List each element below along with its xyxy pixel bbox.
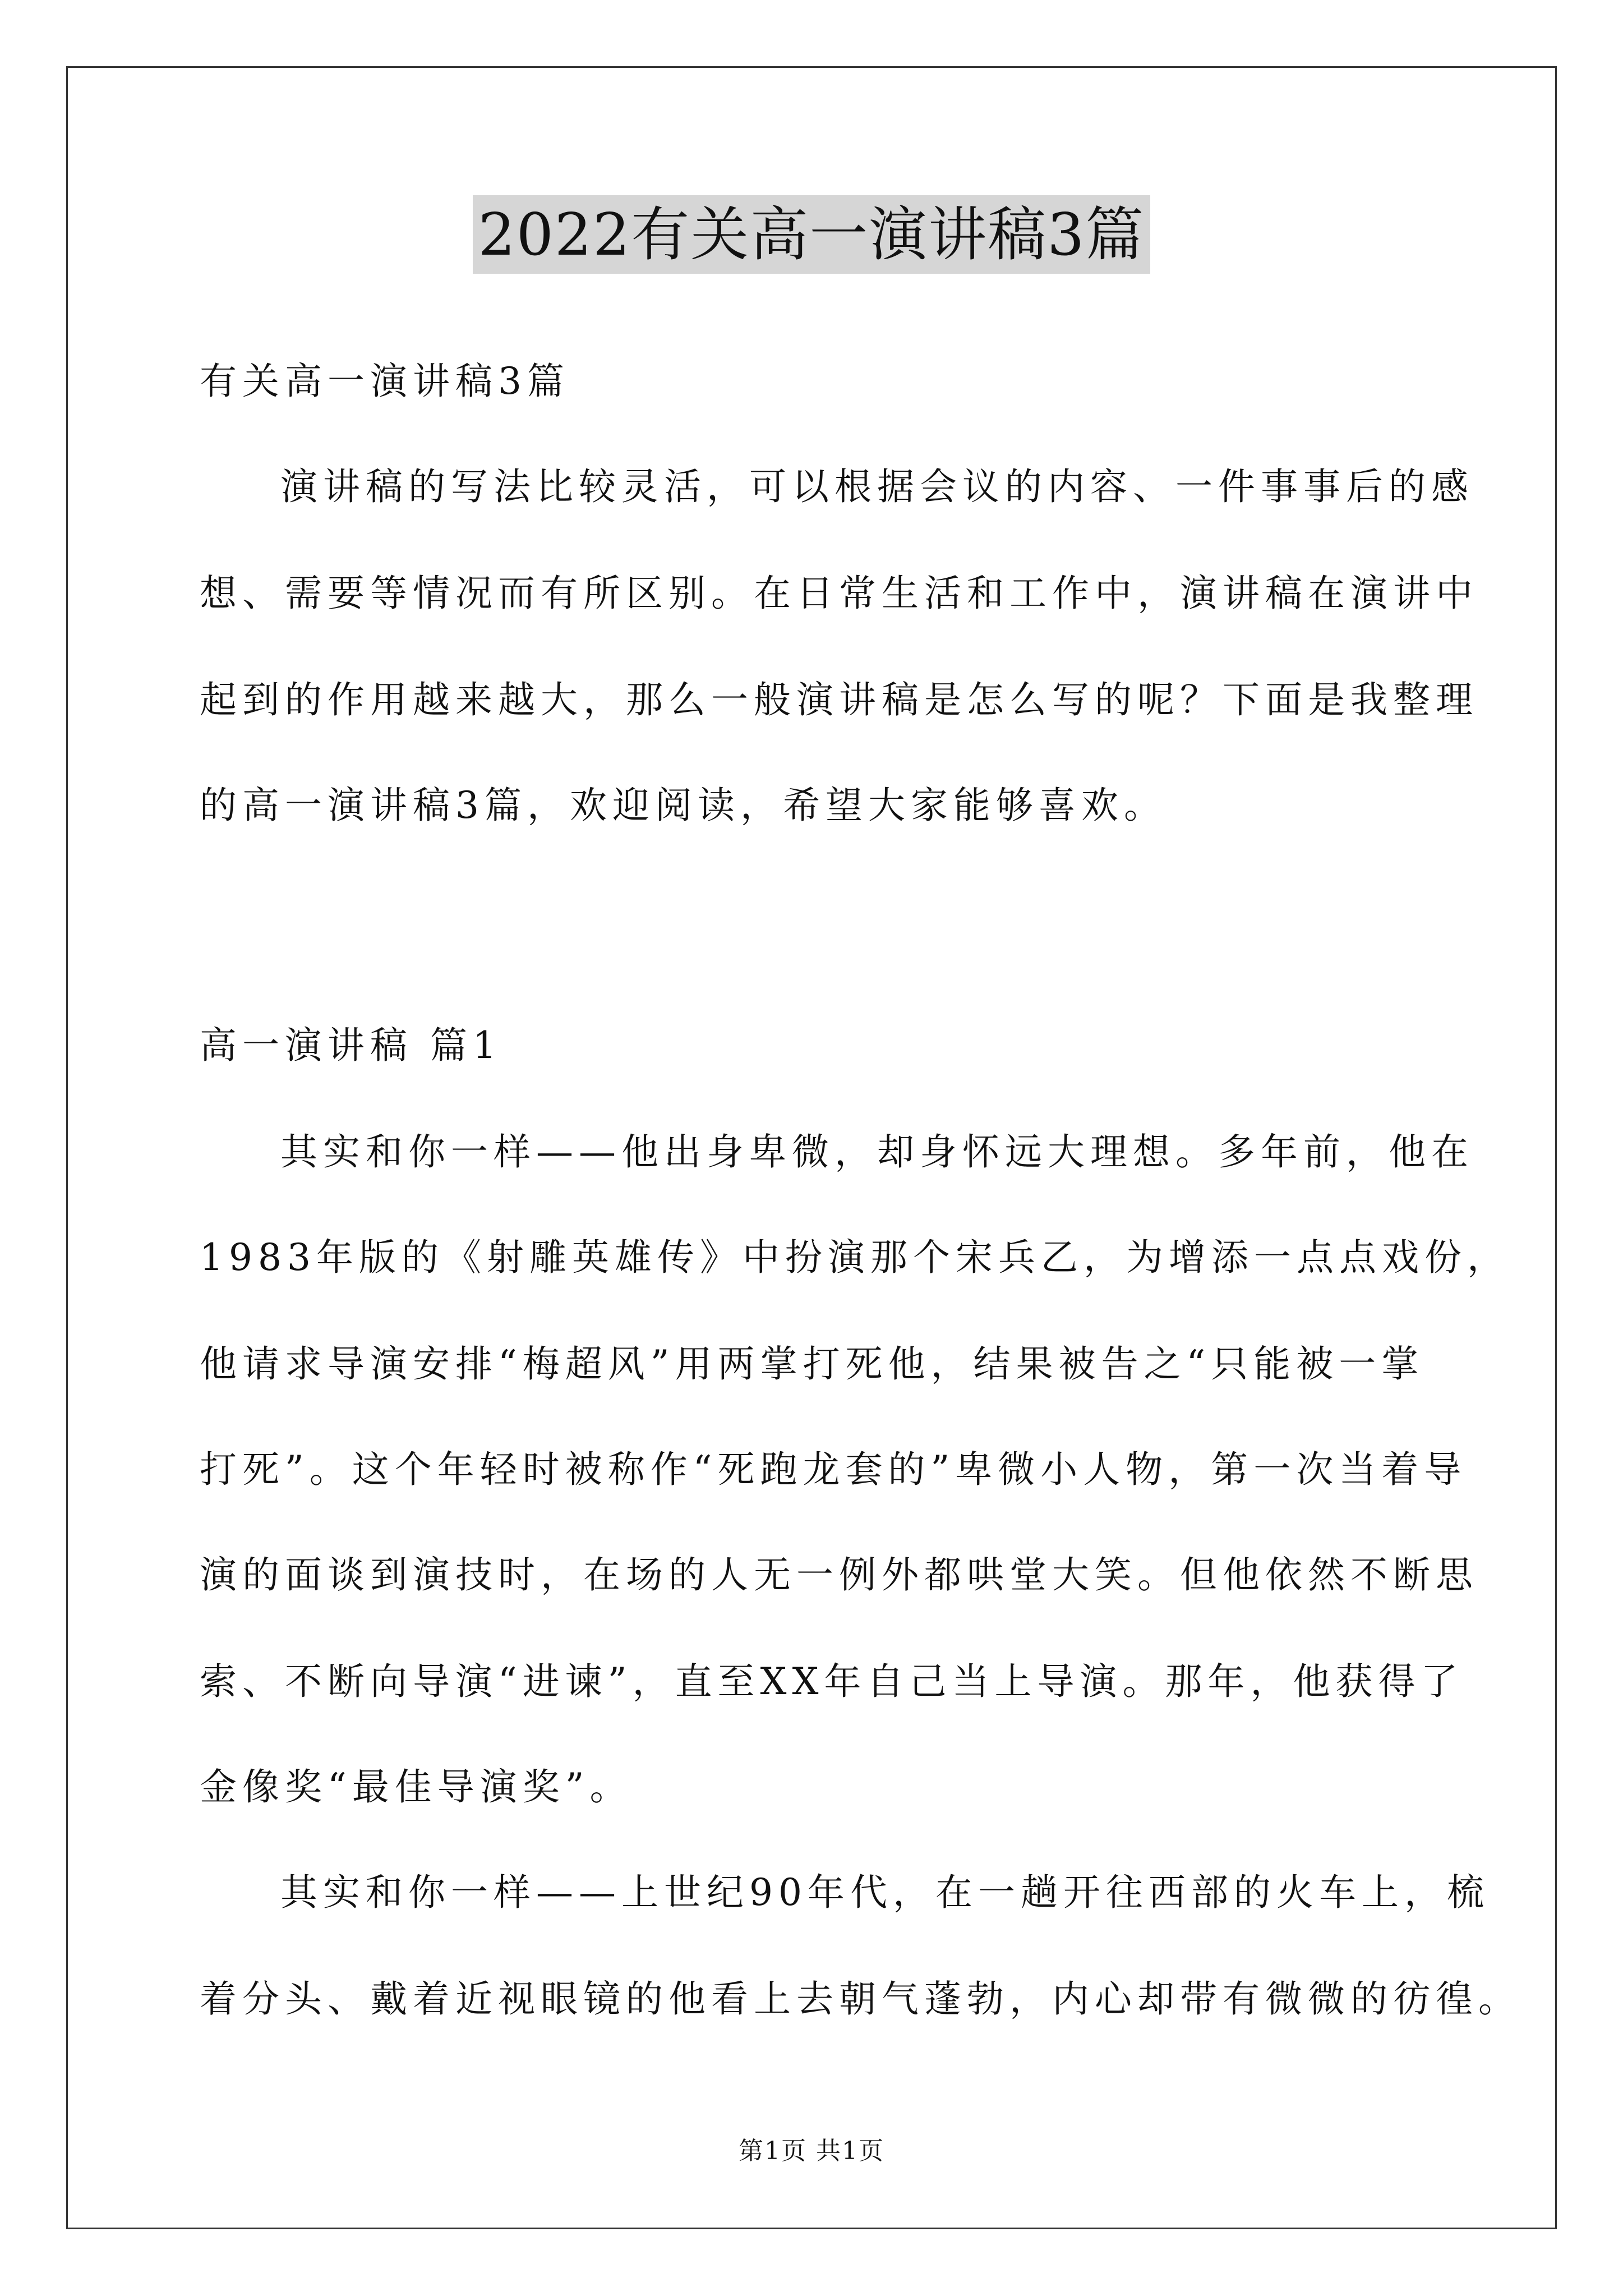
document-subtitle: 有关高一演讲稿3篇	[200, 360, 570, 403]
document-title: 2022有关高一演讲稿3篇	[473, 195, 1151, 274]
paragraph-line: 打死”。这个年轻时被称作“死跑龙套的”卑微小人物，第一次当着导	[200, 1448, 1467, 1491]
paragraph-line: 1983年版的《射雕英雄传》中扮演那个宋兵乙，为增添一点点戏份，	[200, 1236, 1510, 1279]
paragraph-line: 其实和你一样——他出身卑微，却身怀远大理想。多年前，他在	[280, 1130, 1474, 1174]
paragraph-line: 他请求导演安排“梅超风”用两掌打死他，结果被告之“只能被一掌	[200, 1342, 1424, 1386]
intro-line: 起到的作用越来越大，那么一般演讲稿是怎么写的呢？下面是我整理	[200, 678, 1478, 721]
intro-line: 的高一演讲稿3篇，欢迎阅读，希望大家能够喜欢。	[200, 784, 1166, 827]
paragraph-line: 演的面谈到演技时，在场的人无一例外都哄堂大笑。但他依然不断思	[200, 1553, 1478, 1596]
intro-line: 演讲稿的写法比较灵活，可以根据会议的内容、一件事事后的感	[280, 465, 1474, 508]
title-container	[0, 195, 1623, 274]
page-footer: 第1页 共1页	[739, 2137, 884, 2165]
paragraph-line: 金像奖“最佳导演奖”。	[200, 1765, 633, 1809]
paragraph-line: 索、不断向导演“进谏”，直至XX年自己当上导演。那年，他获得了	[200, 1660, 1464, 1703]
paragraph-line: 其实和你一样——上世纪90年代，在一趟开往西部的火车上，梳	[280, 1871, 1490, 1914]
intro-line: 想、需要等情况而有所区别。在日常生活和工作中，演讲稿在演讲中	[200, 572, 1478, 615]
paragraph-line: 着分头、戴着近视眼镜的他看上去朝气蓬勃，内心却带有微微的彷徨。	[200, 1977, 1521, 2021]
section-heading: 高一演讲稿 篇1	[200, 1024, 502, 1067]
